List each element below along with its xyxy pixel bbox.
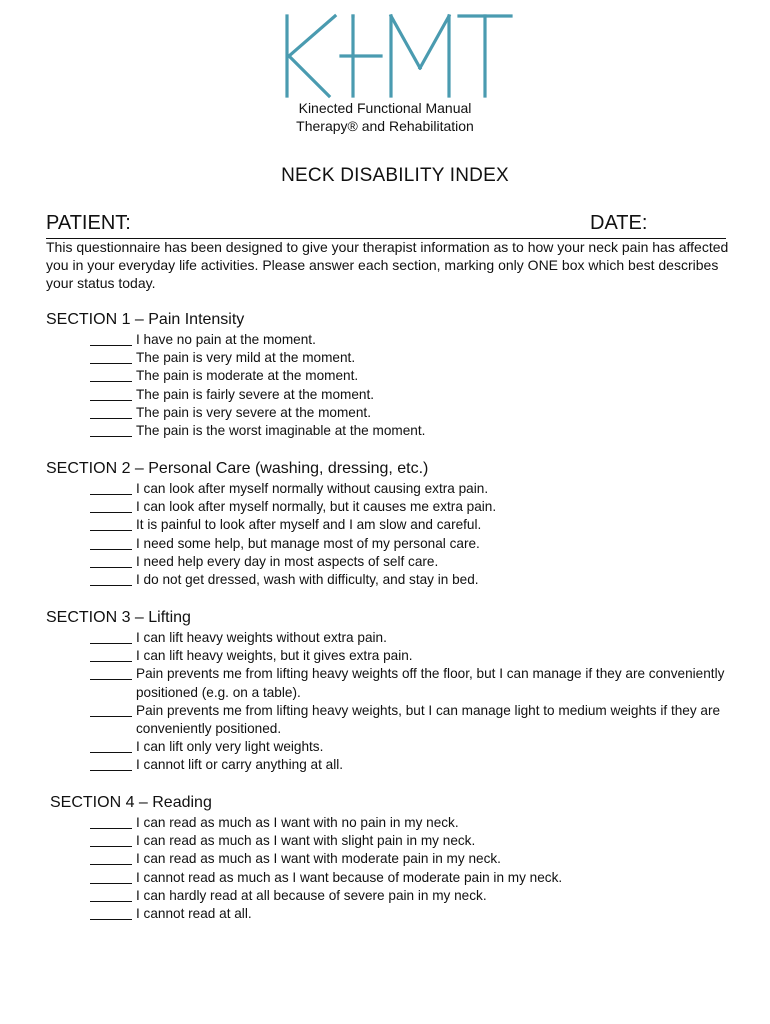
answer-blank[interactable] — [90, 498, 132, 513]
section-4-options — [90, 814, 740, 923]
option-item[interactable] — [90, 647, 740, 665]
answer-blank[interactable] — [90, 887, 132, 902]
option-text: I can read as much as I want with moderate pain in my neck. — [136, 851, 501, 867]
option-item[interactable] — [90, 665, 740, 701]
patient-date-line[interactable] — [46, 212, 726, 239]
answer-blank[interactable] — [90, 349, 132, 364]
answer-blank[interactable] — [90, 665, 132, 680]
option-text: I can lift only very light weights. — [136, 739, 324, 755]
clinic-name-line1: Kinected Functional Manual — [298, 100, 472, 116]
option-item[interactable] — [90, 850, 740, 868]
option-text: The pain is fairly severe at the moment. — [136, 386, 374, 402]
option-text: I cannot lift or carry anything at all. — [136, 757, 344, 773]
option-text: I cannot read at all. — [136, 906, 252, 922]
option-item[interactable] — [90, 756, 740, 774]
option-text: The pain is the worst imaginable at the moment. — [136, 423, 426, 439]
answer-blank[interactable] — [90, 814, 132, 829]
answer-blank[interactable] — [90, 535, 132, 550]
answer-blank[interactable] — [90, 571, 132, 586]
option-text: I can lift heavy weights without extra pain. — [136, 630, 387, 645]
option-text: I can lift heavy weights, but it gives extra pain. — [136, 648, 413, 664]
answer-blank[interactable] — [90, 367, 132, 382]
option-text: I can read as much as I want with slight pain in my neck. — [136, 833, 476, 849]
answer-blank[interactable] — [90, 404, 132, 419]
option-text: I can look after myself normally, but it causes me extra pain. — [136, 499, 497, 515]
option-item[interactable] — [90, 422, 740, 440]
answer-blank[interactable] — [90, 331, 132, 346]
option-item[interactable] — [90, 535, 740, 553]
option-text: Pain prevents me from lifting heavy weights off the floor, but I can manage if they are conveniently positioned (e.g. on a table). — [136, 666, 725, 700]
section-4-title: SECTION 4 – Reading — [50, 794, 212, 811]
answer-blank[interactable] — [90, 756, 132, 771]
option-item[interactable] — [90, 367, 740, 385]
option-item[interactable] — [90, 738, 740, 756]
option-item[interactable] — [90, 571, 740, 589]
option-text: I have no pain at the moment. — [136, 332, 316, 347]
option-text: I can read as much as I want with no pain in my neck. — [136, 815, 459, 830]
answer-blank[interactable] — [90, 869, 132, 884]
option-text: The pain is moderate at the moment. — [136, 368, 359, 384]
option-text: It is painful to look after myself and I am slow and careful. — [136, 517, 482, 533]
answer-blank[interactable] — [90, 629, 132, 644]
option-text: The pain is very severe at the moment. — [136, 404, 371, 420]
option-item[interactable] — [90, 349, 740, 367]
option-item[interactable] — [90, 386, 740, 404]
option-item[interactable] — [90, 404, 740, 422]
patient-label: PATIENT: — [46, 212, 131, 234]
answer-blank[interactable] — [90, 905, 132, 920]
section-3-options — [90, 629, 740, 775]
answer-blank[interactable] — [90, 850, 132, 865]
page-title: NECK DISABILITY INDEX — [281, 165, 509, 186]
answer-blank[interactable] — [90, 832, 132, 847]
section-2-title: SECTION 2 – Personal Care (washing, dressing, etc.) — [46, 460, 429, 477]
option-text: I need help every day in most aspects of self care. — [136, 553, 439, 569]
section-1-options — [90, 331, 740, 440]
answer-blank[interactable] — [90, 738, 132, 753]
kfmt-logo — [283, 12, 513, 100]
option-item[interactable] — [90, 702, 740, 738]
option-item[interactable] — [90, 498, 740, 516]
option-text: Pain prevents me from lifting heavy weights, but I can manage light to medium weights if they are conveniently positioned. — [136, 702, 721, 737]
section-2-options — [90, 480, 740, 589]
option-item[interactable] — [90, 629, 740, 647]
answer-blank[interactable] — [90, 386, 132, 401]
answer-blank[interactable] — [90, 422, 132, 437]
option-item[interactable] — [90, 814, 740, 832]
answer-blank[interactable] — [90, 647, 132, 662]
option-text: I do not get dressed, wash with difficulty, and stay in bed. — [136, 572, 479, 588]
option-item[interactable] — [90, 905, 740, 923]
option-item[interactable] — [90, 516, 740, 534]
intro-paragraph: This questionnaire has been designed to give your therapist information as to how your neck pain has affected you in your everyday life activities. Please answer each section, marking only ONE box which best describes your status today. — [46, 239, 729, 291]
option-item[interactable] — [90, 832, 740, 850]
answer-blank[interactable] — [90, 516, 132, 531]
answer-blank[interactable] — [90, 480, 132, 495]
section-1-title: SECTION 1 – Pain Intensity — [46, 311, 245, 328]
option-item[interactable] — [90, 331, 740, 349]
option-text: I can look after myself normally without causing extra pain. — [136, 481, 489, 496]
answer-blank[interactable] — [90, 702, 132, 717]
section-3-title: SECTION 3 – Lifting — [46, 609, 191, 626]
option-text: I need some help, but manage most of my personal care. — [136, 535, 480, 551]
option-item[interactable] — [90, 887, 740, 905]
date-label: DATE: — [590, 212, 648, 234]
option-text: I can hardly read at all because of severe pain in my neck. — [136, 887, 487, 903]
option-item[interactable] — [90, 480, 740, 498]
clinic-name-line2: Therapy® and Rehabilitation — [296, 118, 474, 134]
option-text: I cannot read as much as I want because of moderate pain in my neck. — [136, 869, 563, 885]
option-item[interactable] — [90, 869, 740, 887]
option-text: The pain is very mild at the moment. — [136, 350, 356, 366]
answer-blank[interactable] — [90, 553, 132, 568]
option-item[interactable] — [90, 553, 740, 571]
